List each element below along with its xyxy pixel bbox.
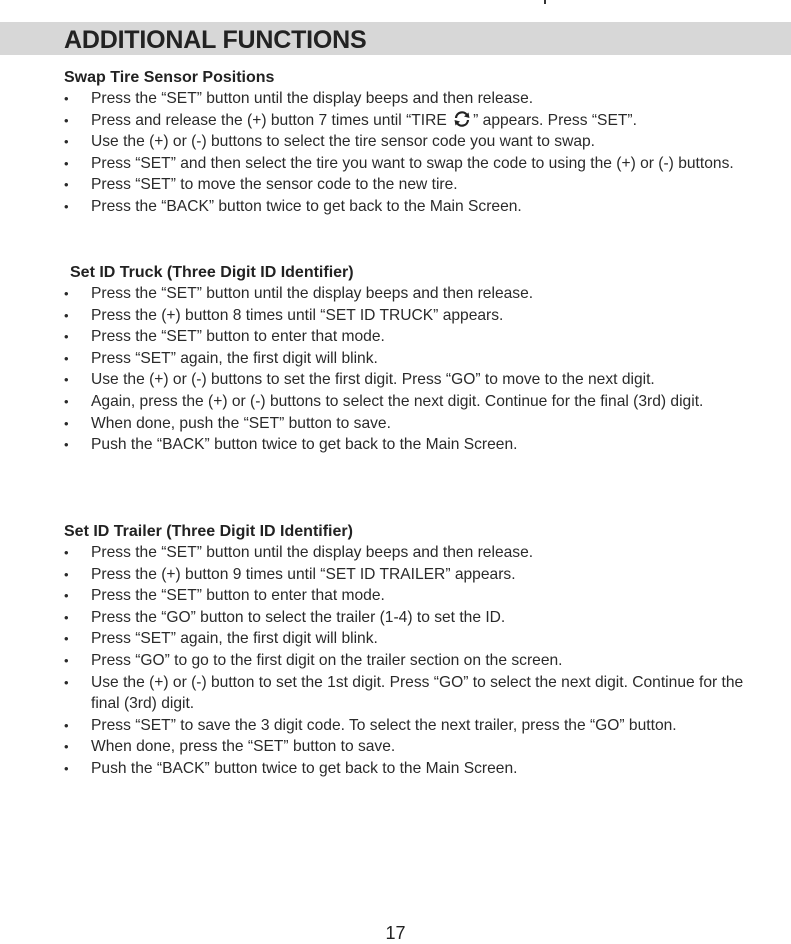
bullet-icon: • [64, 760, 69, 776]
bullet-icon: • [64, 286, 69, 301]
list-item: • When done, press the “SET” button to save. [64, 736, 744, 758]
bullet-icon: • [64, 588, 69, 604]
bullet-icon: • [64, 350, 69, 366]
section-set-id-truck [64, 263, 744, 456]
section-heading: Set ID Truck (Three Digit ID Identifier) [70, 264, 354, 281]
list-item: • Press the “SET” button until the display beeps and then release. [64, 283, 744, 305]
bullet-icon: • [64, 739, 69, 755]
tire-cycle-icon [453, 111, 471, 127]
list-item: • Press the “GO” button to select the trailer (1-4) to set the ID. [64, 607, 744, 629]
bullet-icon: • [64, 177, 69, 193]
bullet-icon: • [64, 674, 69, 690]
list-item: • Press “SET” again, the first digit will blink. [64, 628, 744, 650]
section-set-id-trailer [64, 522, 744, 780]
bullet-icon: • [64, 134, 69, 150]
bullet-icon: • [64, 631, 69, 647]
bullet-icon: • [64, 717, 69, 733]
list-item: • Use the (+) or (-) buttons to set the first digit. Press “GO” to move to the next digit. [64, 369, 744, 391]
bullet-icon: • [64, 437, 69, 453]
bullet-icon: • [64, 372, 69, 388]
top-edge-mark [544, 0, 546, 4]
list-item: • Press “SET” and then select the tire you want to swap the code to using the (+) or (-) buttons. [64, 153, 744, 175]
list-item: • Press the “SET” button until the display beeps and then release. [64, 88, 744, 110]
list-item: • Again, press the (+) or (-) buttons to select the next digit. Continue for the final (3rd) digit. [64, 391, 744, 413]
list-item: • Press “SET” to move the sensor code to the new tire. [64, 174, 744, 196]
bullet-icon: • [64, 566, 69, 582]
instruction-list [64, 88, 744, 218]
list-item: • Press the “BACK” button twice to get back to the Main Screen. [64, 196, 744, 218]
list-item: • Press “SET” to save the 3 digit code. To select the next trailer, press the “GO” button. [64, 715, 744, 737]
list-item: • Press the “SET” button to enter that mode. [64, 585, 744, 607]
page-number: 17 [385, 923, 406, 943]
list-item: • Press “SET” again, the first digit will blink. [64, 348, 744, 370]
bullet-icon: • [64, 415, 69, 431]
section-swap-tire-sensor-positions [64, 68, 744, 218]
section-heading: Set ID Trailer (Three Digit ID Identifier) [64, 523, 353, 540]
bullet-icon: • [64, 329, 69, 345]
bullet-icon: • [64, 307, 69, 323]
list-item: • Use the (+) or (-) buttons to select the tire sensor code you want to swap. [64, 131, 744, 153]
list-item: • Press and release the (+) button 7 times until “TIRE ” appears. Press “SET”. [64, 110, 744, 132]
instruction-list [64, 542, 744, 780]
list-item: • Push the “BACK” button twice to get back to the Main Screen. [64, 758, 744, 780]
list-item: • Press “GO” to go to the first digit on the trailer section on the screen. [64, 650, 744, 672]
list-item: • Press the (+) button 8 times until “SET ID TRUCK” appears. [64, 305, 744, 327]
bullet-icon: • [64, 393, 69, 409]
bullet-icon: • [64, 91, 69, 106]
section-heading: Swap Tire Sensor Positions [64, 69, 275, 86]
bullet-icon: • [64, 112, 69, 128]
bullet-icon: • [64, 155, 69, 171]
list-item: • Use the (+) or (-) button to set the 1st digit. Press “GO” to select the next digit. Continue for the final (3rd) digit. [64, 673, 744, 713]
list-item: • Press the (+) button 9 times until “SET ID TRAILER” appears. [64, 564, 744, 586]
bullet-icon: • [64, 609, 69, 625]
bullet-icon: • [64, 652, 69, 668]
bullet-icon: • [64, 545, 69, 560]
list-item: • When done, push the “SET” button to save. [64, 413, 744, 435]
instruction-list [64, 283, 744, 456]
bullet-icon: • [64, 198, 69, 214]
page-title: ADDITIONAL FUNCTIONS [64, 26, 367, 54]
list-item: • Push the “BACK” button twice to get back to the Main Screen. [64, 434, 744, 456]
list-item: • Press the “SET” button to enter that mode. [64, 326, 744, 348]
list-item: • Press the “SET” button until the display beeps and then release. [64, 542, 744, 564]
